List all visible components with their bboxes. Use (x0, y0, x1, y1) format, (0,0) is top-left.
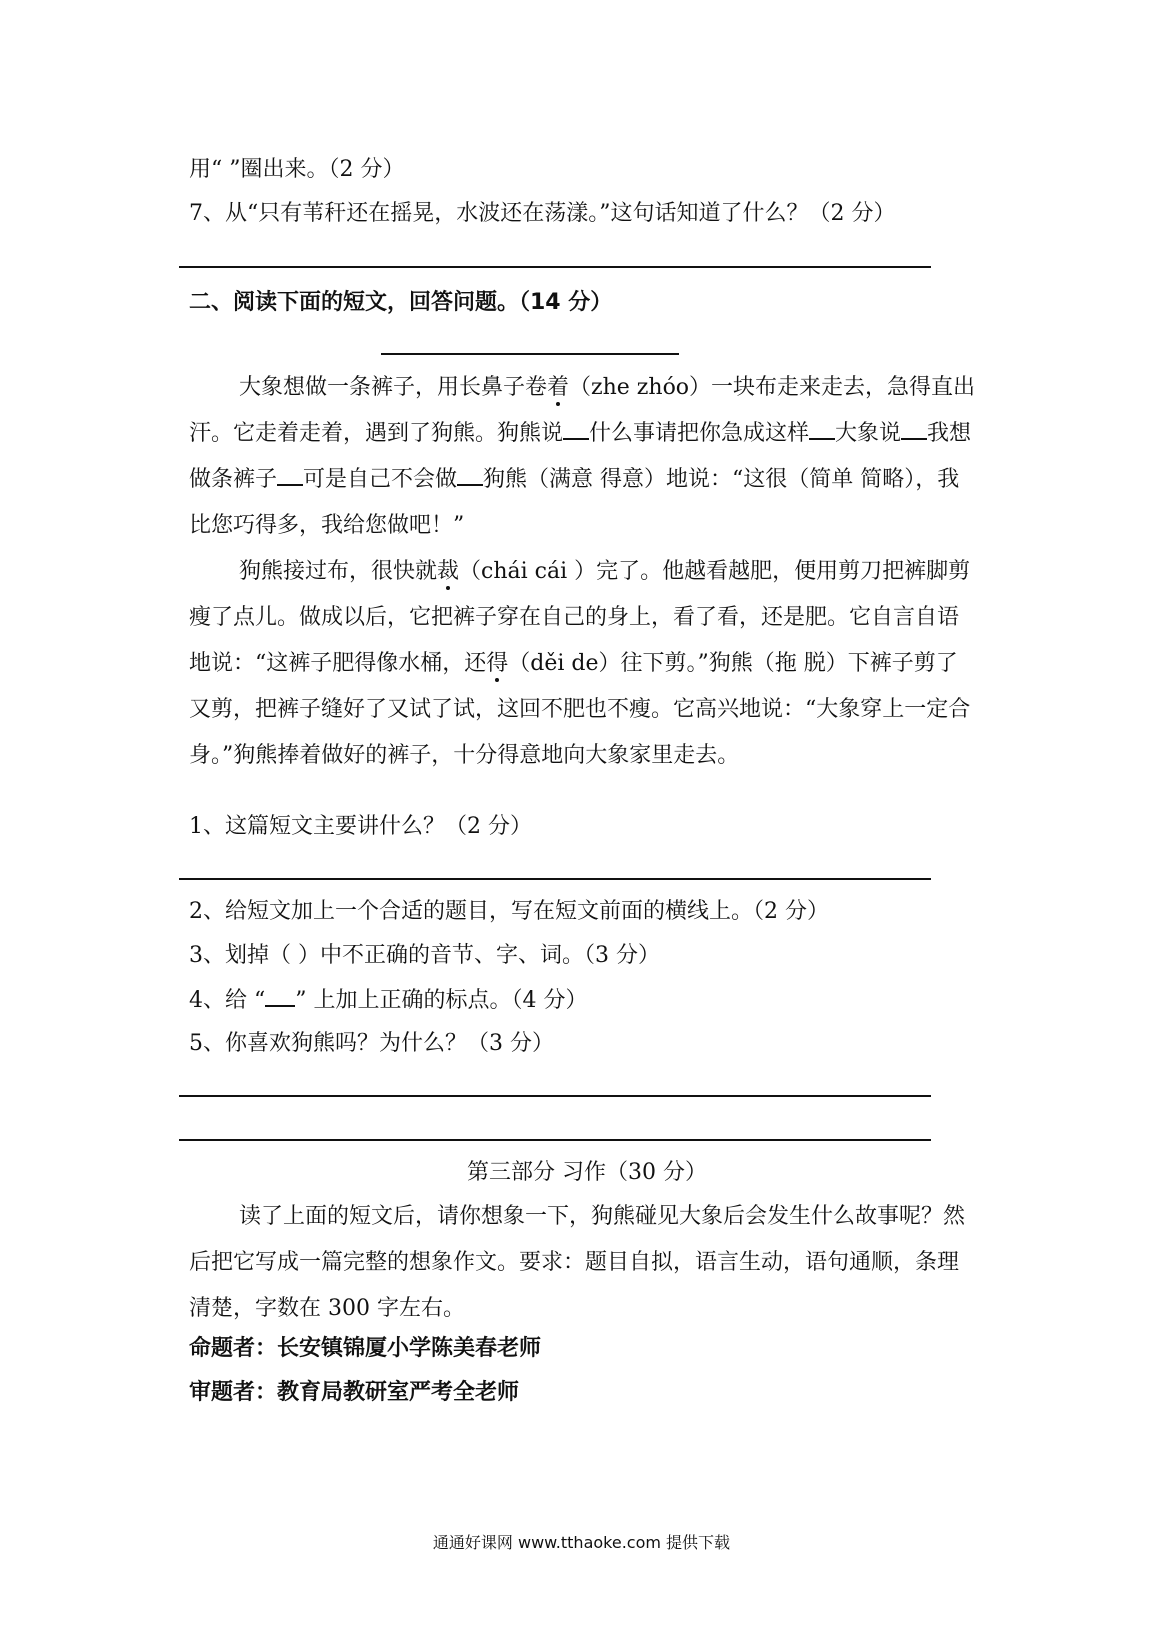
question-4: 4、给 “ ” 上加上正确的标点。（4 分） (189, 985, 985, 1016)
answer-line (179, 1139, 931, 1141)
story-paragraph-1: 大象想做一条裤子，用长鼻子卷着（zhe zhóo）一块布走来走去，急得直出汗。它走着走着，遇到了狗熊。狗熊说 什么事请把你急成这样 大象说 我想做条裤子 可是自己不会做 狗熊（满意 得意）地说：“这很（简单 简略），我比您巧得多，我给您做吧！” (189, 375, 976, 538)
part-3-title: 第三部分 习作（30 分） (467, 1160, 707, 1185)
question-5: 5、你喜欢狗熊吗？为什么？（3 分） (189, 1031, 554, 1056)
punctuation-blank (457, 464, 483, 486)
question-3: 3、划掉（ ）中不正确的音节、字、词。（3 分） (189, 943, 660, 968)
punctuation-blank (901, 418, 927, 440)
question-7: 7、从“只有苇秆还在摇晃，水波还在荡漾。”这句话知道了什么？（2 分） (189, 201, 896, 226)
answer-line (179, 266, 931, 268)
reviewer-credit: 审题者：教育局教研室严考全老师 (189, 1380, 520, 1405)
author-credit: 命题者：长安镇锦厦小学陈美春老师 (189, 1336, 542, 1361)
punctuation-blank (563, 418, 589, 440)
story-text (189, 365, 979, 779)
answer-line (179, 878, 931, 880)
title-blank-line (381, 353, 679, 355)
question-1: 1、这篇短文主要讲什么？（2 分） (189, 814, 532, 839)
answer-line (179, 1095, 931, 1097)
question-2: 2、给短文加上一个合适的题目，写在短文前面的横线上。（2 分） (189, 899, 829, 924)
section-2-title: 二、阅读下面的短文，回答问题。（14 分） (189, 290, 613, 315)
story-paragraph-2: 狗熊接过布，很快就裁（chái cái ）完了。他越看越肥，便用剪刀把裤脚剪瘦了点儿。做成以后，它把裤子穿在自己的身上，看了看，还是肥。它自言自语地说：“这裤子肥得像水桶，还得（děi de）往下剪。”狗熊（拖 脱）下裤子剪了又剪，把裤子缝好了又试了试，这回不肥也不瘦。它高兴地说：“大象穿上一定合身。”狗熊捧着做好的裤子，十分得意地向大象家里走去。 (189, 559, 971, 768)
punctuation-blank (809, 418, 835, 440)
footer-text: 通通好课网 www.tthaoke.com 提供下载 (432, 1533, 731, 1552)
question-6-tail: 用“ ”圈出来。（2 分） (189, 157, 405, 182)
essay-prompt: 读了上面的短文后，请你想象一下，狗熊碰见大象后会发生什么故事呢？然后把它写成一篇完整的想象作文。要求：题目自拟，语言生动，语句通顺，条理清楚，字数在 300 字左右。 (189, 1204, 966, 1321)
punctuation-blank (277, 464, 303, 486)
punctuation-blank (265, 985, 295, 1007)
